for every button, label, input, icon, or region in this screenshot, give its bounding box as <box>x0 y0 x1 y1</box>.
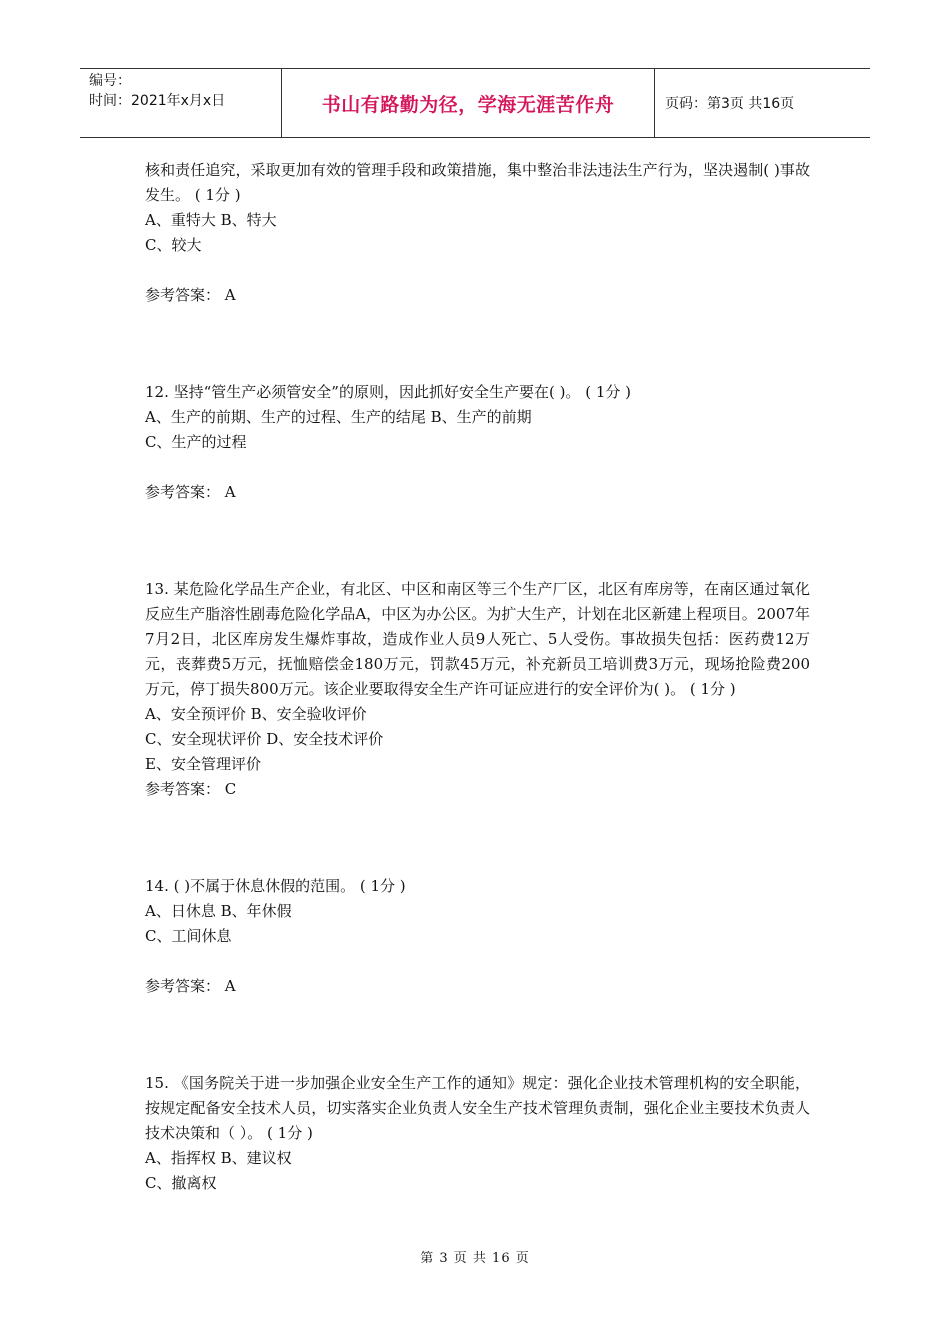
question-answer: 参考答案： A <box>145 977 236 995</box>
question-options: A、安全预评价 B、安全验收评价 <box>145 705 367 723</box>
header-meta <box>89 71 279 111</box>
header-number: 编号： <box>89 73 131 89</box>
question-options: C、撤离权 <box>145 1174 217 1192</box>
header-motto: 书山有路勤为径，学海无涯苦作舟 <box>321 93 615 116</box>
question-options: A、指挥权 B、建议权 <box>145 1149 292 1167</box>
question-answer: 参考答案： A <box>145 286 236 304</box>
question-answer: 参考答案： A <box>145 483 236 501</box>
question-13 <box>145 577 810 802</box>
question-options: E、安全管理评价 <box>145 755 261 773</box>
question-14 <box>145 874 810 999</box>
question-options: C、工间休息 <box>145 927 232 945</box>
header-divider <box>654 69 655 137</box>
question-text: 15. 《国务院关于进一步加强企业安全生产工作的通知》规定：强化企业技术管理机构的安全职能，按规定配备安全技术人员，切实落实企业负责人安全生产技术管理负责制，强化企业主要技术负责人技术决策和（ ）。 ( 1分 ) <box>145 1074 810 1142</box>
question-answer: 参考答案： C <box>145 780 237 798</box>
question-12 <box>145 380 810 505</box>
question-text: 12. 坚持“管生产必须管安全”的原则，因此抓好安全生产要在( )。 ( 1分 ) <box>145 383 631 401</box>
header-page-info: 页码：第3页 共16页 <box>665 96 795 112</box>
question-options: C、较大 <box>145 236 202 254</box>
page-header <box>80 68 870 138</box>
question-11 <box>145 158 810 308</box>
page-footer: 第 3 页 共 16 页 <box>420 1251 530 1266</box>
question-text: 13. 某危险化学品生产企业，有北区、中区和南区等三个生产厂区，北区有库房等，在南区通过氧化反应生产脂溶性剧毒危险化学品A，中区为办公区。为扩大生产，计划在北区新建上程项目。2007年7月2日，北区库房发生爆炸事故，造成作业人员9人死亡、5人受伤。事故损失包括：医药费12万元，丧葬费5万元，抚恤赔偿金180万元，罚款45万元，补充新员工培训费3万元，现场抢险费200万元，停丁损失800万元。该企业要取得安全生产许可证应进行的安全评价为( )。 ( 1分 ) <box>145 580 810 698</box>
question-text: 核和责任追究，采取更加有效的管理手段和政策措施，集中整治非法违法生产行为，坚决遏制( )事故发生。 ( 1分 ) <box>145 161 810 204</box>
question-options: A、生产的前期、生产的过程、生产的结尾 B、生产的前期 <box>145 408 532 426</box>
question-15 <box>145 1071 810 1196</box>
question-text: 14. ( )不属于休息休假的范围。 ( 1分 ) <box>145 877 406 895</box>
question-list <box>145 158 810 1196</box>
question-options: C、安全现状评价 D、安全技术评价 <box>145 730 384 748</box>
question-options: C、生产的过程 <box>145 433 247 451</box>
question-options: A、重特大 B、特大 <box>145 211 277 229</box>
question-options: A、日休息 B、年休假 <box>145 902 292 920</box>
header-time: 时间：2021年x月x日 <box>89 93 226 109</box>
